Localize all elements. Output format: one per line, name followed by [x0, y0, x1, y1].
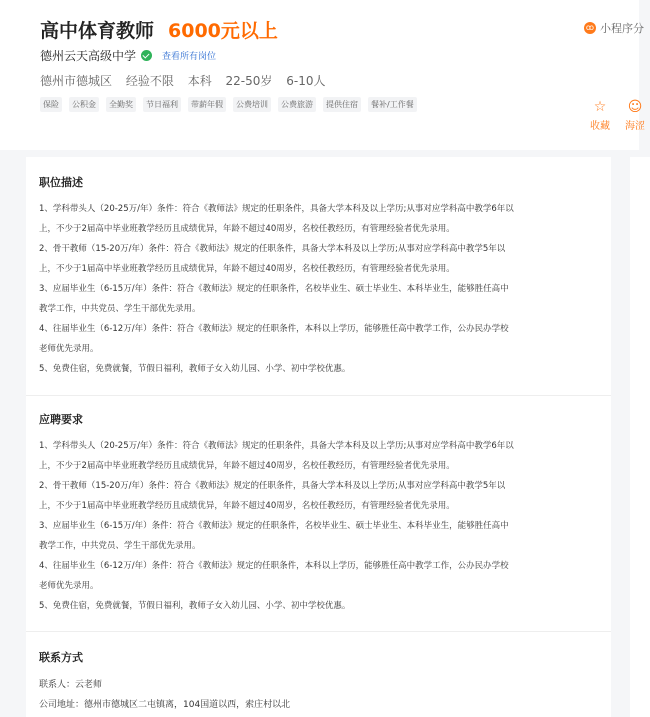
- salary: 6000元以上: [168, 20, 278, 42]
- requirement-line: 教学工作，中共党员、学生干部优先录用。: [39, 541, 201, 551]
- mini-program-label: 小程序分: [600, 22, 644, 35]
- description-line: 上，不少于2届高中毕业班教学经历且成绩优异，年龄不超过40周岁，名校任教经历，有管理经验者优先录用。: [39, 224, 455, 234]
- description-line: 2、骨干教师（15-20万/年）条件：符合《教师法》规定的任职条件，具备大学本科及以上学历;从事对应学科高中教学5年以: [39, 244, 506, 254]
- contact-body: [39, 675, 599, 715]
- favorite-button[interactable]: [585, 100, 615, 132]
- mini-program-share-button[interactable]: [584, 20, 644, 36]
- job-detail-card: [26, 157, 611, 717]
- benefit-tag: 保险: [40, 97, 62, 112]
- benefit-tag: 公费旅游: [278, 97, 316, 112]
- requirements-body: [39, 436, 599, 616]
- meta-location: 德州市德城区: [40, 74, 113, 88]
- requirement-line: 上，不少于1届高中毕业班教学经历且成绩优异，年龄不超过40周岁，名校任教经历，有管理经验者优先录用。: [39, 501, 455, 511]
- description-line: 4、往届毕业生（6-12万/年）条件：符合《教师法》规定的任职条件，本科以上学历，能够胜任高中教学工作，公办民办学校: [39, 324, 509, 334]
- description-line: 1、学科带头人（20-25万/年）条件：符合《教师法》规定的任职条件，具备大学本科及以上学历;从事对应学科高中教学6年以: [39, 204, 514, 214]
- favorite-label: 收藏: [590, 121, 610, 132]
- meta-experience: 经验不限: [125, 74, 174, 88]
- verified-icon: [141, 50, 152, 61]
- requirement-line: 1、学科带头人（20-25万/年）条件：符合《教师法》规定的任职条件，具备大学本科及以上学历;从事对应学科高中教学6年以: [39, 441, 514, 451]
- meta-headcount: 6-10人: [286, 74, 326, 88]
- description-line: 老师优先录用。: [39, 344, 99, 354]
- complain-button[interactable]: [620, 100, 650, 132]
- requirements-title: 应聘要求: [39, 413, 83, 426]
- section-divider: [26, 631, 611, 632]
- description-line: 教学工作，中共党员、学生干部优先录用。: [39, 304, 201, 314]
- requirement-line: 老师优先录用。: [39, 581, 99, 591]
- company-name[interactable]: 德州云天高级中学: [40, 49, 137, 63]
- job-meta: [40, 72, 335, 89]
- requirement-line: 4、往届毕业生（6-12万/年）条件：符合《教师法》规定的任职条件，本科以上学历，能够胜任高中教学工作，公办民办学校: [39, 561, 509, 571]
- requirement-line: 上，不少于2届高中毕业班教学经历且成绩优异，年龄不超过40周岁，名校任教经历，有管理经验者优先录用。: [39, 461, 455, 471]
- description-line: 上，不少于1届高中毕业班教学经历且成绩优异，年龄不超过40周岁，名校任教经历，有管理经验者优先录用。: [39, 264, 455, 274]
- contact-person: 联系人：云老师: [39, 680, 103, 690]
- complain-label: 海涩: [625, 121, 645, 132]
- requirement-line: 2、骨干教师（15-20万/年）条件：符合《教师法》规定的任职条件，具备大学本科及以上学历;从事对应学科高中教学5年以: [39, 481, 506, 491]
- company-row: [40, 47, 216, 64]
- description-title: 职位描述: [39, 176, 83, 189]
- benefit-tag: 餐补/工作餐: [368, 97, 417, 112]
- job-header: [0, 0, 645, 150]
- requirements-section: [39, 411, 599, 616]
- description-line: 5、免费住宿，免费就餐，节假日福利，教师子女入幼儿园、小学、初中学校优惠。: [39, 364, 351, 374]
- smiley-icon: ☺: [627, 99, 643, 115]
- description-line: 3、应届毕业生（6-15万/年）条件：符合《教师法》规定的任职条件，名校毕业生、硕士毕业生、本科毕业生，能够胜任高中: [39, 284, 509, 294]
- meta-education: 本科: [187, 74, 212, 88]
- benefit-tag: 公积金: [69, 97, 99, 112]
- benefit-tag: 公费培训: [233, 97, 271, 112]
- description-section: [39, 174, 599, 379]
- view-all-jobs-link[interactable]: 查看所有岗位: [162, 52, 217, 62]
- requirement-line: 5、免费住宿，免费就餐，节假日福利，教师子女入幼儿园、小学、初中学校优惠。: [39, 601, 351, 611]
- contact-title: 联系方式: [39, 651, 83, 664]
- requirement-line: 3、应届毕业生（6-15万/年）条件：符合《教师法》规定的任职条件，名校毕业生、硕士毕业生、本科毕业生，能够胜任高中: [39, 521, 509, 531]
- company-address: 公司地址：德州市德城区二屯镇离，104国道以西，索庄村以北: [39, 700, 291, 710]
- meta-age: 22-50岁: [225, 74, 273, 88]
- benefit-tag: 节日福利: [143, 97, 181, 112]
- contact-section: [39, 649, 599, 715]
- job-title: 高中体育教师: [40, 20, 155, 42]
- description-body: [39, 199, 599, 379]
- section-divider: [26, 395, 611, 396]
- benefit-tags: [40, 97, 424, 112]
- benefit-tag: 带薪年假: [188, 97, 226, 112]
- mini-program-icon: ꝏ: [585, 23, 595, 32]
- right-sidebar-panel: [630, 157, 650, 717]
- benefit-tag: 提供住宿: [323, 97, 361, 112]
- benefit-tag: 全勤奖: [106, 97, 136, 112]
- title-row: [40, 16, 278, 43]
- star-icon: ☆: [593, 99, 607, 115]
